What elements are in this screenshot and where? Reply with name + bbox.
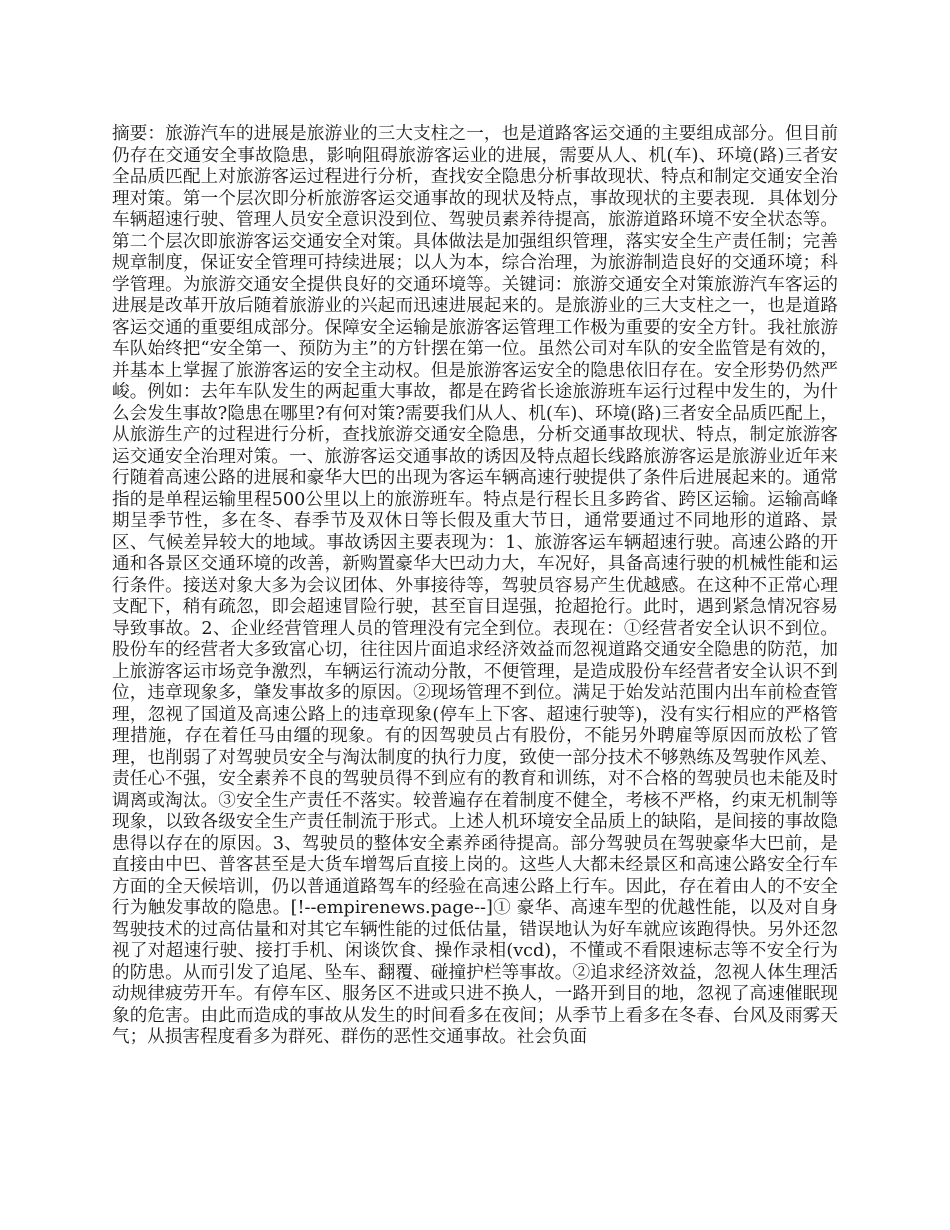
document-body-text: 摘要：旅游汽车的进展是旅游业的三大支柱之一，也是道路客运交通的主要组成部分。但目前仍存在交通安全事故隐患，影响阻碍旅游客运业的进展，需要从人、机(车)、环境(路)三者安全品质匹配上对旅游客运过程进行分析，查找安全隐患分析事故现状、特点和制定交通安全治理对策。第一个层次即分析旅游客运交通事故的现状及特点，事故现状的主要表现．具体划分车辆超速行驶、管理人员安全意识没到位、驾驶员素养待提高，旅游道路环境不安全状态等。第二个层次即旅游客运交通安全对策。具体做法是加强组织管理，落实安全生产责任制；完善规章制度，保证安全管理可持续进展；以人为本，综合治理，为旅游制造良好的交通环境；科学管理。为旅游交通安全提供良好的交通环境等。关键词：旅游交通安全对策旅游汽车客运的进展是改革开放后随着旅游业的兴起而迅速进展起来的。是旅游业的三大支柱之一，也是道路客运交通的重要组成部分。保障安全运输是旅游客运管理工作极为重要的安全方针。我社旅游车队始终把“安全第一、预防为主”的方针摆在第一位。虽然公司对车队的安全监管是有效的，并基本上掌握了旅游客运的安全主动权。但是旅游客运安全的隐患依旧存在。安全形势仍然严峻。例如：去年车队发生的两起重大事故，都是在跨省长途旅游班车运行过程中发生的，为什么会发生事故?隐患在哪里?有何对策?需要我们从人、机(车)、环境(路)三者安全品质匹配上，从旅游生产的过程进行分析，查找旅游交通安全隐患，分析交通事故现状、特点，制定旅游客运交通安全治理对策。一、旅游客运交通事故的诱因及特点超长线路旅游客运是旅游业近年来行随着高速公路的进展和豪华大巴的出现为客运车辆高速行驶提供了条件后进展起来的。通常指的是单程运输里程500公里以上的旅游班车。特点是行程长且多跨省、跨区运输。运输高峰期呈季节性，多在冬、春季节及双休日等长假及重大节日，通常要通过不同地形的道路、景区、气候差异较大的地域。事故诱因主要表现为：1、旅游客运车辆超速行驶。高速公路的开通和各景区交通环境的改善，新购置豪华大巴动力大，车况好，具备高速行驶的机械性能和运行条件。接送对象大多为会议团体、外事接待等，驾驶员容易产生优越感。在这种不正常心理支配下，稍有疏忽，即会超速冒险行驶，甚至盲目逞强，抢超抢行。此时，遇到紧急情况容易导致事故。2、企业经营管理人员的管理没有完全到位。表现在：①经营者安全认识不到位。股份车的经营者大多致富心切，往往因片面追求经济效益而忽视道路交通安全隐患的防范，加上旅游客运市场竞争激烈，车辆运行流动分散，不便管理，是造成股份车经营者安全认识不到位，违章现象多，肇发事故多的原因。②现场管理不到位。满足于始发站范围内出车前检查管理，忽视了国道及高速公路上的违章现象(停车上下客、超速行驶等)，没有实行相应的严格管理措施，存在着任马由缰的现象。有的因驾驶员占有股份，不能另外聘雇等原因而放松了管理，也削弱了对驾驶员安全与淘汰制度的执行力度，致使一部分技术不够熟练及驾驶作风差、责任心不强，安全素养不良的驾驶员得不到应有的教育和训练，对不合格的驾驶员也未能及时调离或淘汰。③安全生产责任不落实。较普遍存在着制度不健全，考核不严格，约束无机制等现象，以致各级安全生产责任制流于形式。上述人机环境安全品质上的缺陷，是间接的事故隐患得以存在的原因。3、驾驶员的整体安全素养函待提高。部分驾驶员在驾驶豪华大巴前，是直接由中巴、普客甚至是大货车增驾后直接上岗的。这些人大都未经景区和高速公路安全行车方面的全天候培训，仍以普通道路驾车的经验在高速公路上行车。因此，存在着由人的不安全行为触发事故的隐患。[!--empirenews.page--]① 豪华、高速车型的优越性能，以及对自身驾驶技术的过高估量和对其它车辆性能的过低估量，错误地认为好车就应该跑得快。另外还忽视了对超速行驶、接打手机、闲谈饮食、操作录相(vcd)，不懂或不看限速标志等不安全行为的防患。从而引发了追尾、坠车、翻覆、碰撞护栏等事故。②追求经济效益，忽视人体生理活动规律疲劳开车。有停车区、服务区不进或只进不换人，一路开到目的地，忽视了高速催眠现象的危害。由此而造成的事故从发生的时间看多在夜间；从季节上看多在冬春、台风及雨雾天气；从损害程度看多为群死、群伤的恶性交通事故。社会负面 bbox=[112, 124, 838, 1047]
